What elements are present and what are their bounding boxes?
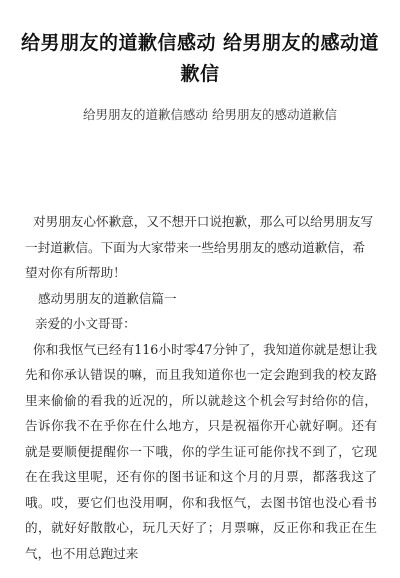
page-title: 给男朋友的道歉信感动 给男朋友的感动道歉信 <box>20 32 380 85</box>
section-heading: 感动男朋友的道歉信篇一 <box>38 290 177 306</box>
letter-salutation: 亲爱的小文哥哥： <box>35 316 136 331</box>
letter-body: 你和我怄气已经有116小时零47分钟了，我知道你就是想让我先和你承认错误的嘛，而且我知道你也一定会跑到我的校友路里来偷偷的看我的近况的，所以就趁这个机会写封给你的信，告诉你我不在乎你在什么地方，只是祝福你开心就好啊。还有就是要顺便提醒你一下哦，你的学生证可能你找不到了，它现在在我这里呢，还有你的图书证和这个月的月票，都落我这了哦。哎，要它们也没用啊，你和我怄气，去图书馆也没心看书的，就好好散散心，玩几天好了；月票嘛，反正你和我正在生气，也不用总跑过来 <box>25 341 377 561</box>
article-intro: 对男朋友心怀歉意，又不想开口说抱歉，那么可以给男朋友写一封道歉信。下面为大家带来一些给男朋友的感动道歉信，希望对你有所帮助！ <box>25 214 374 280</box>
article-body <box>25 209 377 566</box>
page-subtitle: 给男朋友的道歉信感动 给男朋友的感动道歉信 <box>83 107 337 122</box>
